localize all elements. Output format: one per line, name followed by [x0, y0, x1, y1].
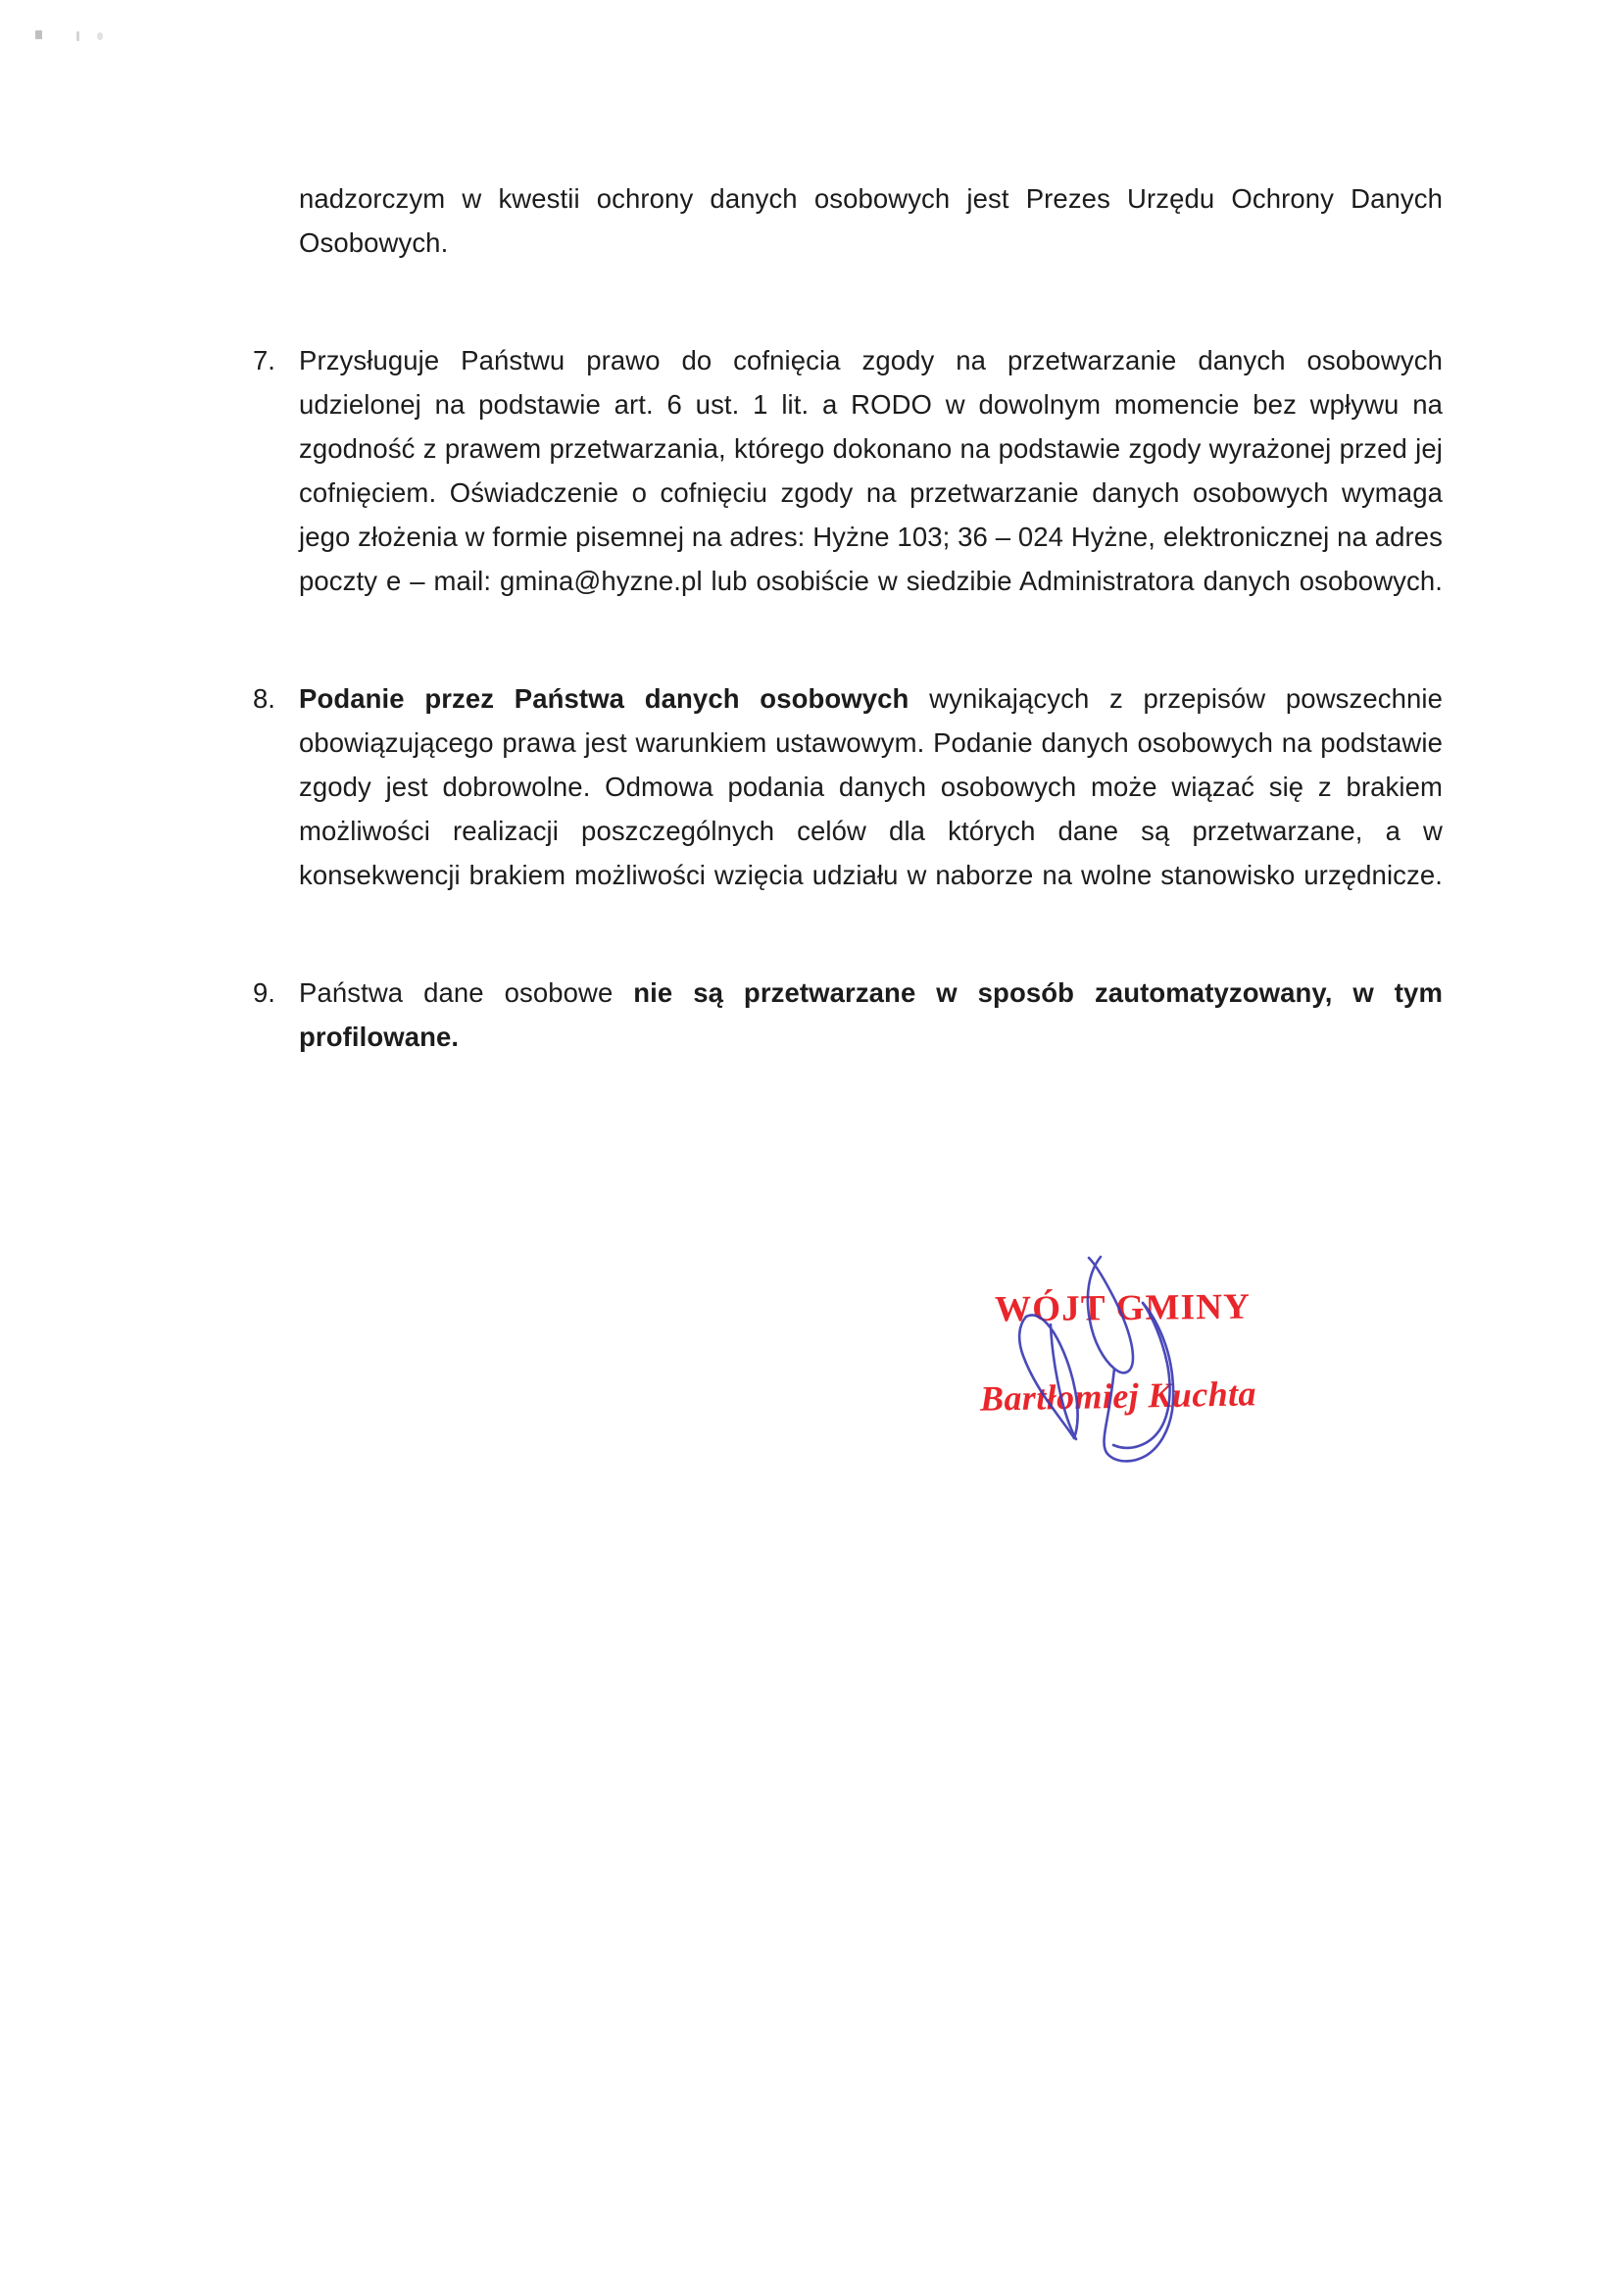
list-item-9 — [253, 971, 1443, 1103]
list-item-bold-text: Podanie przez Państwa danych osobowych — [299, 683, 909, 714]
list-item-8 — [253, 676, 1443, 941]
list-item-plain-text: Przysługuje Państwu prawo do cofnięcia zgody na przetwarzanie danych osobowych udzielonej na podstawie art. 6 ust. 1 lit. a RODO w dowolnym momencie bez wpływu na zgodność z prawem przetwarzania, którego dokonano na podstawie zgody wyrażonej przed jej cofnięciem. Oświadczenie o cofnięciu zgody na przetwarzanie danych osobowych wymaga jego złożenia w formie pisemnej na adres: Hyżne 103; 36 – 024 Hyżne, elektronicznej na adres poczty e – mail: gmina@hyzne.pl lub osobiście w siedzibie Administratora danych osobowych. — [299, 345, 1443, 596]
continuation-paragraph — [253, 176, 1443, 309]
scan-speck — [35, 30, 42, 39]
paragraph-text: nadzorczym w kwestii ochrony danych osobowych jest Prezes Urzędu Ochrony Danych Osobowych. — [299, 183, 1443, 258]
scan-speck — [76, 31, 79, 41]
list-item-plain-text: Państwa dane osobowe — [299, 977, 634, 1008]
list-item-bold-text: nie są przetwarzane w sposób zautomatyzowany, w tym profilowane. — [299, 977, 1443, 1052]
list-item-number: 8. — [253, 683, 275, 714]
scan-speck — [97, 32, 103, 40]
list-item-text — [299, 676, 1443, 941]
document-body — [253, 176, 1443, 1103]
list-item-plain-text: wynikających z przepisów powszechnie obowiązującego prawa jest warunkiem ustawowym. Podanie danych osobowych na podstawie zgody jest dobrowolne. Odmowa podania danych osobowych może wiązać się z brakiem możliwości realizacji poszczególnych celów dla których dane są przetwarzane, a w konsekwencji brakiem możliwości wzięcia udziału w naborze na wolne stanowisko urzędnicze. — [299, 683, 1444, 890]
list-item-7 — [253, 338, 1443, 647]
stamp-title-text: WÓJT GMINY — [994, 1286, 1252, 1330]
list-item-text — [299, 338, 1443, 647]
signature-block — [941, 1230, 1372, 1475]
list-item-number: 7. — [253, 345, 275, 375]
list-item-text — [299, 971, 1443, 1103]
handwritten-signature-icon — [941, 1230, 1372, 1475]
list-item-number: 9. — [253, 977, 275, 1008]
stamp-name-text: Bartłomiej Kuchta — [979, 1373, 1257, 1419]
